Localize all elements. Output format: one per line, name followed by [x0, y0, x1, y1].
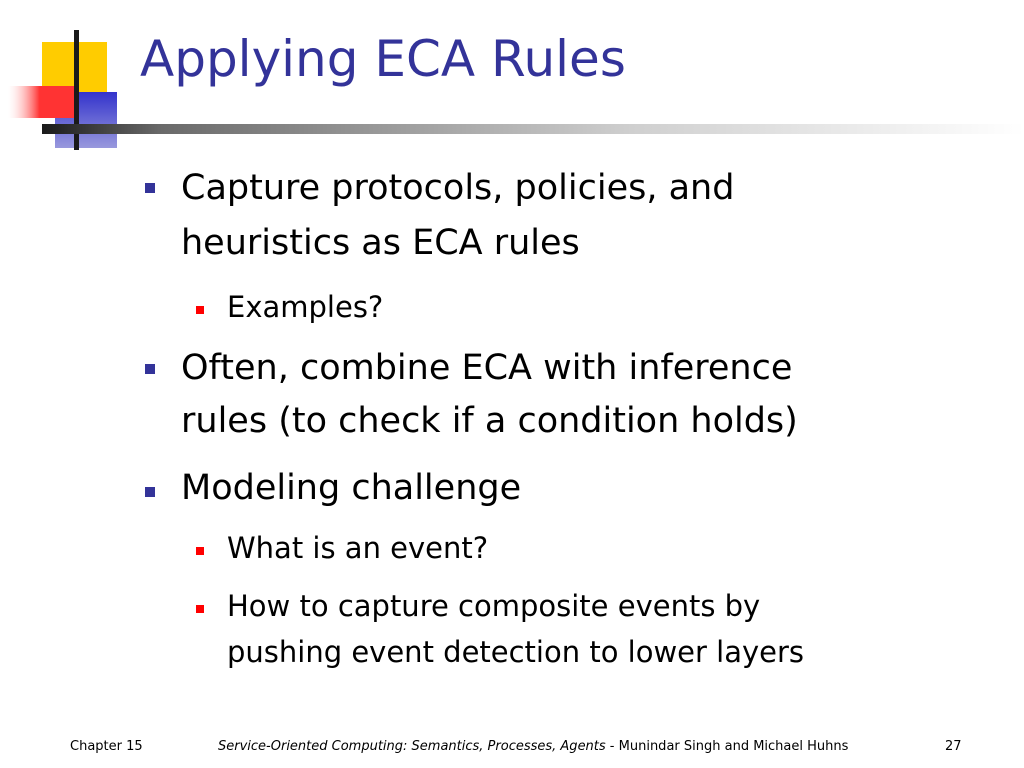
bullet-text: Often, combine ECA with inference — [181, 348, 793, 388]
sub-bullet-text: Examples? — [227, 290, 384, 324]
bullet-marker — [145, 487, 155, 497]
sub-bullet-marker — [196, 306, 204, 314]
bullet-marker — [145, 364, 155, 374]
bullet-marker — [145, 183, 155, 193]
footer-chapter: Chapter 15 — [70, 739, 143, 754]
bullet-text: heuristics as ECA rules — [181, 223, 580, 263]
slide-title: Applying ECA Rules — [140, 30, 626, 88]
footer-book-title: Service-Oriented Computing: Semantics, Processes, Agents — [218, 739, 606, 754]
footer-citation — [218, 739, 848, 754]
sub-bullet-text: How to capture composite events by — [227, 589, 761, 623]
slide-footer — [0, 736, 1024, 760]
sub-bullet-marker — [196, 547, 204, 555]
footer-page-number: 27 — [945, 739, 962, 754]
sub-bullet-marker — [196, 605, 204, 613]
footer-separator: - — [605, 739, 619, 754]
bullet-text: Modeling challenge — [181, 468, 522, 508]
bullet-text: Capture protocols, policies, and — [181, 168, 735, 208]
sub-bullet-text: What is an event? — [227, 531, 489, 565]
bullet-text: rules (to check if a condition holds) — [181, 401, 798, 441]
footer-authors: Munindar Singh and Michael Huhns — [618, 739, 849, 754]
sub-bullet-text: pushing event detection to lower layers — [227, 635, 805, 669]
